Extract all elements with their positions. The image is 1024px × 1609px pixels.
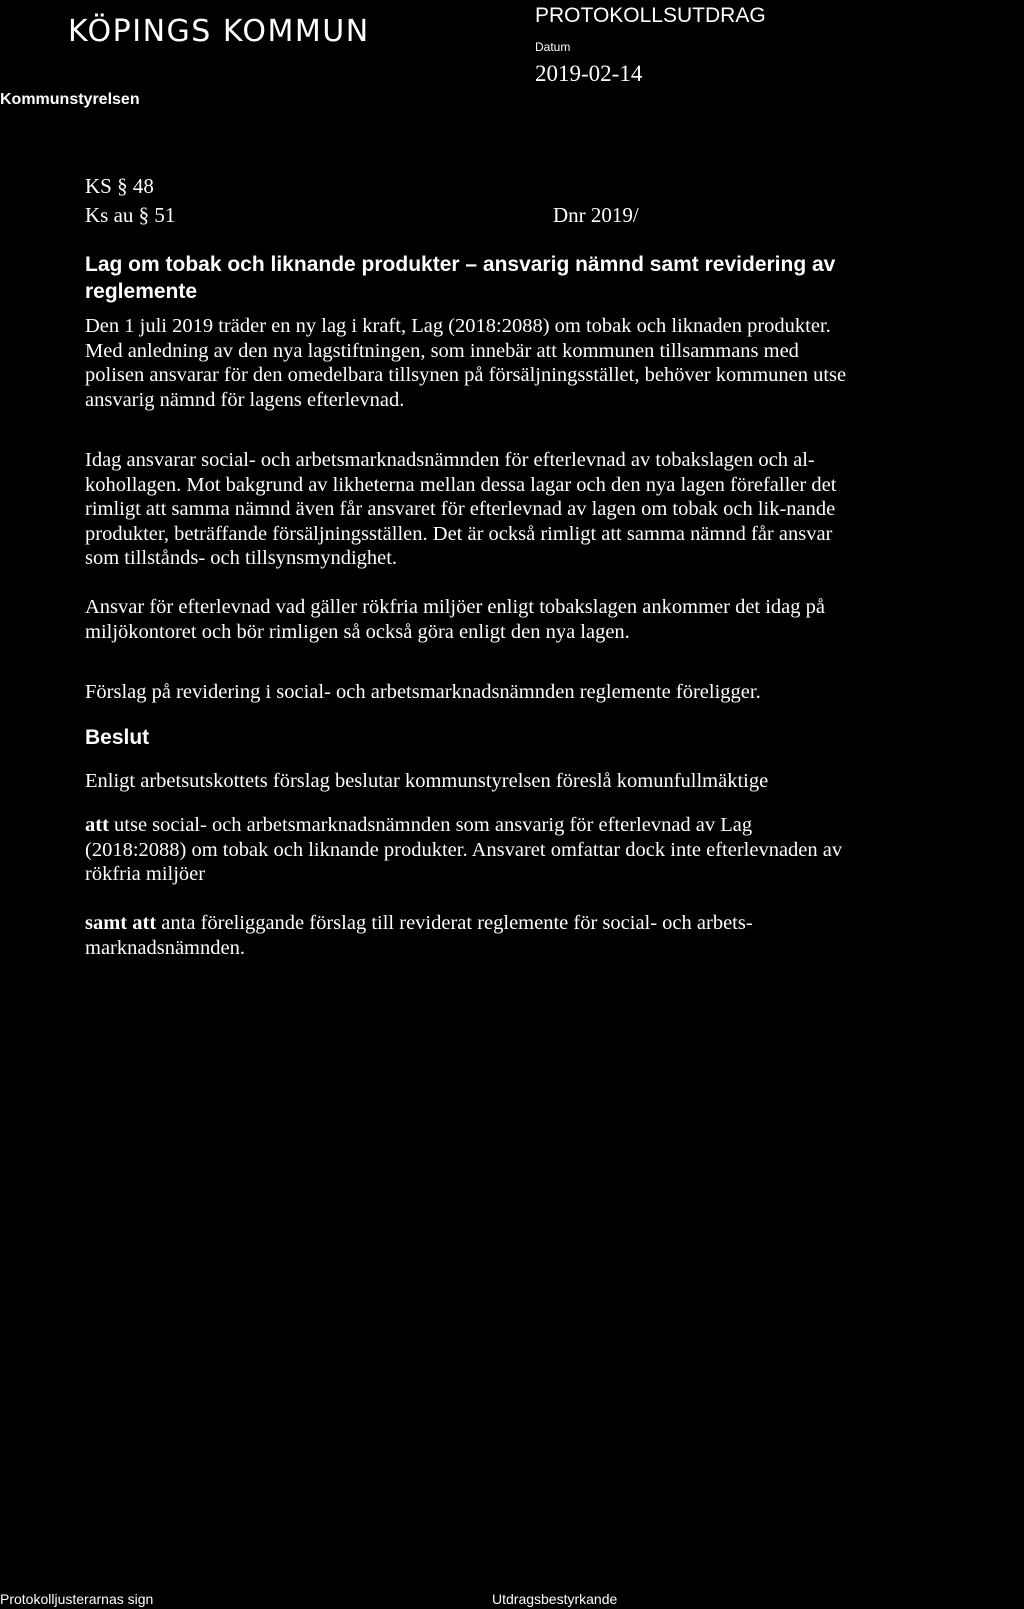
document-type: PROTOKOLLSUTDRAG — [535, 4, 766, 27]
text-line: miljökontoret och bör rimligen så också göra enligt den nya lagen. — [85, 620, 630, 643]
text-line: rökfria miljöer — [85, 863, 206, 885]
title-line: reglemente — [85, 280, 198, 303]
paragraph-proposal — [85, 680, 1015, 705]
text-line: Med anledning av den nya lagstiftningen, som innebär att kommunen tillsammans med — [85, 339, 799, 362]
paragraph-current-responsibility — [85, 448, 1015, 571]
matter-title — [85, 251, 1005, 305]
decision-item-1 — [85, 813, 1015, 887]
date-value: 2019-02-14 — [535, 61, 643, 86]
text-line: ansvarig nämnd för lagens efterlevnad. — [85, 388, 405, 411]
paragraph-background — [85, 314, 1015, 412]
ksau-paragraph-ref: Ks au § 51 — [85, 203, 176, 227]
text-line: polisen ansvarar för den omedelbara tillsynen på försäljningsstället, behöver kommunen utse — [85, 364, 847, 386]
text-line: Enligt arbetsutskottets förslag beslutar kommunstyrelsen föreslå komunfullmäktige — [85, 770, 769, 792]
ks-paragraph-ref: KS § 48 — [85, 174, 154, 198]
text-line: Idag ansvarar social- och arbetsmarknadsnämnden för efterlevnad av tobakslagen och al- — [85, 449, 815, 471]
decision-keyword: samt att — [85, 912, 157, 934]
text-line: rimligt att samma nämnd även får ansvaret för efterlevnad av lagen om tobak och lik-nande — [85, 498, 836, 520]
text-line: produkter, beträffande försäljningsställen. Det är också rimligt att samma nämnd får ansvar — [85, 522, 833, 545]
decision-intro — [85, 769, 1015, 794]
decision-text: anta föreliggande förslag till reviderat reglemente för social- och arbets- — [156, 912, 753, 934]
decision-heading: Beslut — [85, 726, 150, 749]
org-name: KÖPINGS KOMMUN — [68, 14, 370, 49]
title-line: Lag om tobak och liknande produkter – ansvarig nämnd samt revidering av — [85, 253, 836, 276]
text-line: (2018:2088) om tobak och liknande produkter. Ansvaret omfattar dock inte efterlevnaden av — [85, 838, 843, 861]
text-line: marknadsnämnden. — [85, 936, 245, 959]
date-label: Datum — [535, 40, 571, 54]
text-line: Den 1 juli 2019 träder en ny lag i kraft, Lag (2018:2088) om tobak och liknaden produkter. — [85, 315, 831, 337]
text-line: som tillstånds- och tillsynsmyndighet. — [85, 547, 398, 569]
decision-item-2 — [85, 911, 1015, 960]
decision-text: utse social- och arbetsmarknadsnämnden som ansvarig för efterlevnad av Lag — [108, 814, 753, 836]
footer-certification-label: Utdragsbestyrkande — [492, 1591, 618, 1607]
paragraph-smoke-free — [85, 595, 1015, 644]
diary-number: Dnr 2019/ — [553, 203, 639, 227]
footer-signature-label: Protokolljusterarnas sign — [0, 1591, 154, 1607]
text-line — [85, 911, 1015, 936]
text-line: Förslag på revidering i social- och arbetsmarknadsnämnden reglemente föreligger. — [85, 681, 761, 703]
text-line: Ansvar för efterlevnad vad gäller rökfria miljöer enligt tobakslagen ankommer det idag på — [85, 596, 826, 618]
text-line: kohollagen. Mot bakgrund av likheterna mellan dessa lagar och den nya lagen förefaller det — [85, 473, 837, 496]
decision-keyword: att — [85, 814, 109, 836]
department: Kommunstyrelsen — [0, 91, 140, 108]
text-line — [85, 813, 1015, 838]
